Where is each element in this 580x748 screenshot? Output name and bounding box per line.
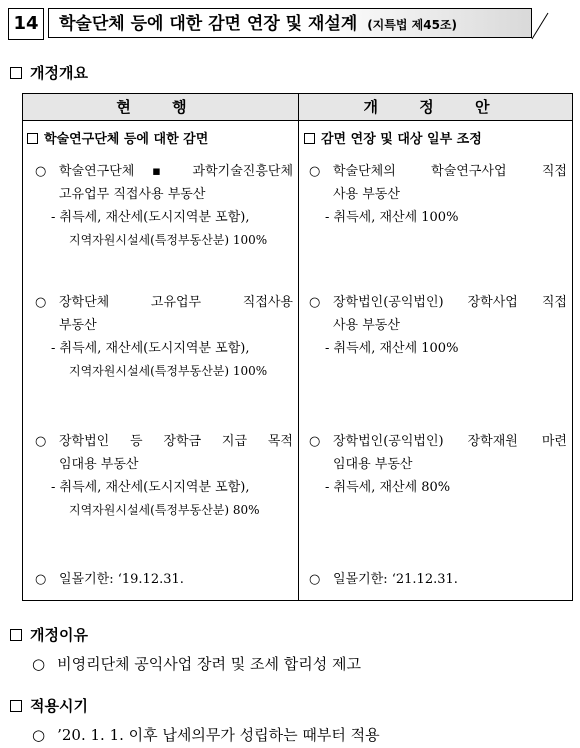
bullet-icon: ○ xyxy=(35,164,47,179)
item-line: 일몰기한: ‘21.12.31. xyxy=(333,572,458,587)
bullet-icon: ○ xyxy=(32,655,46,673)
right-column-heading xyxy=(304,128,482,147)
item-sub-line: - 취득세, 재산세(도시지역분 포함), xyxy=(51,341,250,356)
right-item-sunset xyxy=(309,568,567,591)
item-sub-line: - 취득세, 재산세 100% xyxy=(325,210,459,225)
section-reason xyxy=(10,624,88,645)
section-apply xyxy=(10,695,88,716)
checkbox-square-icon xyxy=(10,67,22,79)
header-current: 현 행 xyxy=(116,98,205,116)
item-sub-line: 지역자원시설세(특정부동산분) 100% xyxy=(69,233,268,247)
item-sub-line: - 취득세, 재산세 80% xyxy=(325,480,451,495)
right-item-2 xyxy=(309,291,567,360)
title-law-reference: (지특법 제45조) xyxy=(367,18,457,32)
item-line: 학술연구단체 ▪ 과학기술진흥단체 xyxy=(59,164,293,179)
title-box xyxy=(48,8,532,38)
item-line: 장학법인(공익법인) 장학사업 직접 xyxy=(333,295,567,310)
reason-text xyxy=(32,653,361,674)
right-item-1 xyxy=(309,160,567,229)
item-sub-line: 지역자원시설세(특정부동산분) 80% xyxy=(69,503,260,517)
left-item-1 xyxy=(35,160,293,252)
apply-text-content: ’20. 1. 1. 이후 납세의무가 성립하는 때부터 적용 xyxy=(57,726,380,744)
page-title: 학술단체 등에 대한 감면 연장 및 재설계 xyxy=(59,14,358,34)
item-line: 부동산 xyxy=(59,318,97,333)
bullet-icon: ○ xyxy=(35,295,47,310)
item-line: 고유업무 직접사용 부동산 xyxy=(59,187,206,202)
section-overview-label: 개정개요 xyxy=(30,64,88,82)
checkbox-square-icon xyxy=(10,629,22,641)
item-line: 장학법인 등 장학금 지급 목적 xyxy=(59,434,293,449)
bullet-icon: ○ xyxy=(309,434,321,449)
item-sub-line: - 취득세, 재산세(도시지역분 포함), xyxy=(51,480,250,495)
title-number: 14 xyxy=(8,8,44,40)
title-corner-decoration xyxy=(530,12,550,40)
item-line: 사용 부동산 xyxy=(333,318,400,333)
item-line: 임대용 부동산 xyxy=(333,457,413,472)
comparison-table xyxy=(22,93,573,601)
reason-text-content: 비영리단체 공익사업 장려 및 조세 합리성 제고 xyxy=(57,655,362,673)
checkbox-square-icon xyxy=(27,133,38,144)
checkbox-square-icon xyxy=(10,700,22,712)
bullet-icon: ○ xyxy=(309,164,321,179)
item-line: 학술단체의 학술연구사업 직접 xyxy=(333,164,567,179)
left-item-3 xyxy=(35,430,293,522)
item-sub-line: - 취득세, 재산세(도시지역분 포함), xyxy=(51,210,250,225)
left-item-sunset xyxy=(35,568,293,591)
right-heading-text: 감면 연장 및 대상 일부 조정 xyxy=(321,132,482,147)
item-line: 사용 부동산 xyxy=(333,187,400,202)
left-heading-text: 학술연구단체 등에 대한 감면 xyxy=(44,132,209,147)
item-sub-line: 지역자원시설세(특정부동산분) 100% xyxy=(69,364,268,378)
item-line: 일몰기한: ‘19.12.31. xyxy=(59,572,184,587)
bullet-icon: ○ xyxy=(35,434,47,449)
section-overview xyxy=(10,62,88,83)
title-row xyxy=(8,8,572,40)
right-item-3 xyxy=(309,430,567,499)
bullet-icon: ○ xyxy=(309,572,321,587)
bullet-icon: ○ xyxy=(309,295,321,310)
apply-text xyxy=(32,724,380,745)
left-item-2 xyxy=(35,291,293,383)
section-apply-label: 적용시기 xyxy=(30,697,88,715)
header-revised: 개 정 안 xyxy=(363,98,508,116)
bullet-icon: ○ xyxy=(32,726,46,744)
checkbox-square-icon xyxy=(304,133,315,144)
item-line: 장학단체 고유업무 직접사용 xyxy=(59,295,293,310)
item-sub-line: - 취득세, 재산세 100% xyxy=(325,341,459,356)
left-column-heading xyxy=(27,128,208,147)
item-line: 임대용 부동산 xyxy=(59,457,139,472)
bullet-icon: ○ xyxy=(35,572,47,587)
section-reason-label: 개정이유 xyxy=(30,626,88,644)
column-divider xyxy=(298,94,299,600)
item-line: 장학법인(공익법인) 장학재원 마련 xyxy=(333,434,567,449)
